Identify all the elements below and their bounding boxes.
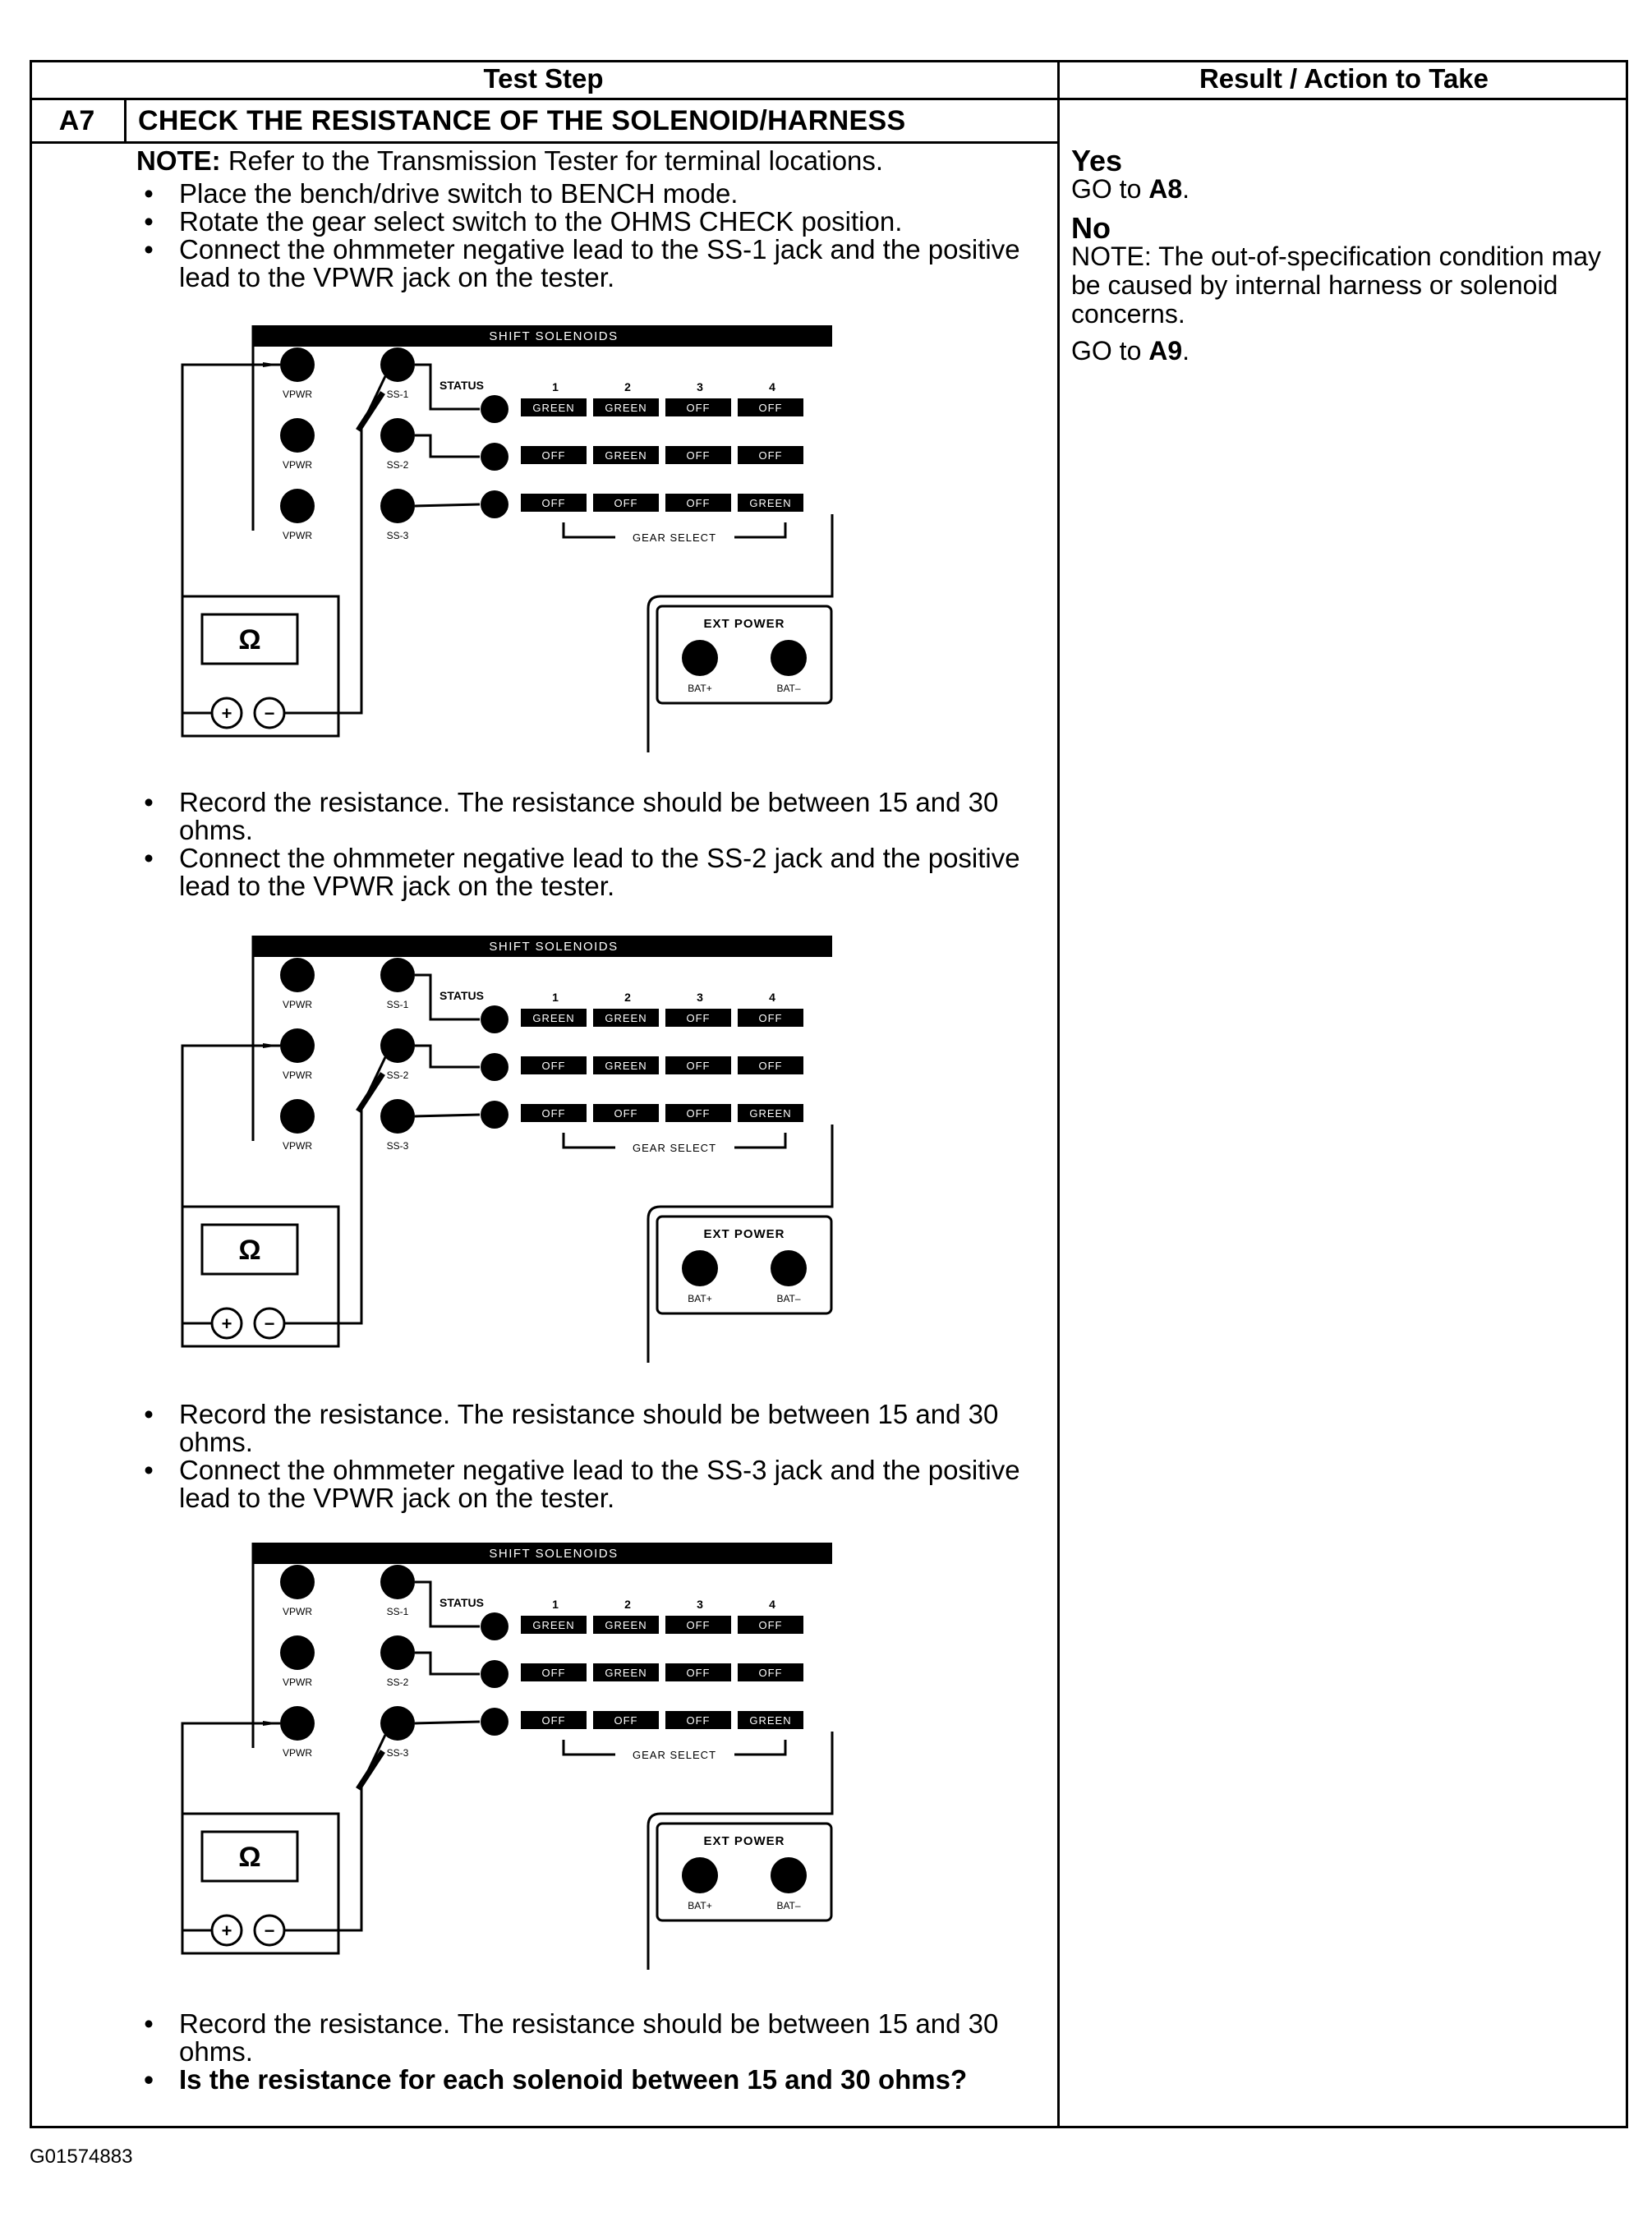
vpwr-label: VPWR — [283, 389, 312, 400]
status-led — [481, 395, 508, 423]
status-value: GREEN — [532, 1012, 575, 1024]
ss-label: SS-1 — [386, 389, 409, 400]
panel-title: SHIFT SOLENOIDS — [489, 329, 619, 343]
status-connector — [415, 1653, 480, 1674]
bat-plus-jack — [682, 1857, 718, 1893]
bat-minus-label: BAT– — [776, 1293, 801, 1304]
bullet-list-3 — [136, 1401, 1040, 1512]
status-led — [481, 443, 508, 471]
vpwr-label: VPWR — [283, 1677, 312, 1688]
list-item: • Place the bench/drive switch to BENCH mode. — [144, 178, 739, 209]
gear-number: 1 — [552, 991, 559, 1004]
status-label: STATUS — [439, 1596, 484, 1609]
status-value: OFF — [686, 449, 711, 462]
plus-icon: + — [221, 703, 232, 724]
status-led — [481, 1612, 508, 1640]
header-result-action: Result / Action to Take — [1199, 63, 1489, 94]
status-value: OFF — [686, 1060, 711, 1072]
yes-action: GO to A8. — [1071, 174, 1190, 204]
list-item: • Record the resistance. The resistance should be between 15 and 30 ohms. — [144, 1399, 999, 1457]
tester-diagram-ss3 — [168, 1543, 841, 1970]
status-value: OFF — [541, 497, 566, 509]
bat-minus-label: BAT– — [776, 1900, 801, 1911]
status-value: GREEN — [749, 1107, 792, 1120]
vpwr-label: VPWR — [283, 530, 312, 541]
lead-probe — [263, 1043, 279, 1048]
status-value: OFF — [614, 1714, 638, 1727]
vpwr-label: VPWR — [283, 1747, 312, 1759]
tester-diagram-svg — [168, 936, 841, 1363]
list-item: • Record the resistance. The resistance should be between 15 and 30 ohms. — [144, 787, 999, 845]
status-value: OFF — [614, 1107, 638, 1120]
vpwr-label: VPWR — [283, 1140, 312, 1152]
bat-minus-jack — [771, 1250, 807, 1286]
gear-number: 3 — [697, 991, 703, 1004]
minus-icon: − — [264, 703, 275, 724]
vpwr-jack — [280, 1565, 315, 1599]
status-value: OFF — [758, 1667, 783, 1679]
lead-probe — [263, 1721, 279, 1726]
ss-jack — [380, 1099, 415, 1134]
gear-select-label: GEAR SELECT — [632, 1142, 717, 1154]
status-value: GREEN — [605, 1619, 647, 1631]
ohm-icon: Ω — [238, 1842, 261, 1873]
minus-icon: − — [264, 1920, 275, 1941]
status-value: OFF — [758, 449, 783, 462]
panel-title: SHIFT SOLENOIDS — [489, 940, 619, 954]
tester-diagram-svg — [168, 325, 841, 752]
status-value: GREEN — [605, 1012, 647, 1024]
gear-select-label: GEAR SELECT — [632, 1749, 717, 1761]
status-value: OFF — [758, 1060, 783, 1072]
bat-minus-label: BAT– — [776, 683, 801, 694]
minus-icon: − — [264, 1313, 275, 1334]
list-item: • Connect the ohmmeter negative lead to the SS-3 jack and the positive lead to the VPWR jack on the tester. — [144, 1455, 1020, 1513]
list-item: • Connect the ohmmeter negative lead to the SS-1 jack and the positive lead to the VPWR jack on the tester. — [144, 234, 1020, 292]
vpwr-jack — [280, 1099, 315, 1134]
status-led — [481, 1101, 508, 1129]
gear-select-bracket — [564, 1740, 615, 1755]
vpwr-label: VPWR — [283, 459, 312, 471]
result-column — [1071, 146, 1605, 366]
ss-label: SS-3 — [386, 530, 409, 541]
bat-plus-label: BAT+ — [688, 1293, 712, 1304]
vpwr-jack — [280, 347, 315, 382]
step-id: A7 — [58, 104, 95, 136]
status-value: GREEN — [749, 1714, 792, 1727]
ext-power-label: EXT POWER — [703, 617, 785, 631]
status-led — [481, 1708, 508, 1736]
bat-minus-jack — [771, 640, 807, 676]
note-text: Refer to the Transmission Tester for terminal locations. — [228, 145, 884, 176]
panel-title: SHIFT SOLENOIDS — [489, 1547, 619, 1561]
gear-number: 1 — [552, 380, 559, 393]
tester-diagram-svg — [168, 1543, 841, 1970]
status-value: OFF — [686, 1667, 711, 1679]
status-value: OFF — [541, 1667, 566, 1679]
bullet-list-2 — [136, 789, 1040, 900]
bullet-list-1 — [136, 180, 1040, 292]
gear-number: 3 — [697, 1598, 703, 1611]
gear-select-bracket — [734, 522, 785, 537]
plus-icon: + — [221, 1313, 232, 1334]
list-item: • Connect the ohmmeter negative lead to the SS-2 jack and the positive lead to the VPWR jack on the tester. — [144, 843, 1020, 901]
status-value: OFF — [686, 1107, 711, 1120]
gear-number: 4 — [769, 991, 775, 1004]
vpwr-jack — [280, 1706, 315, 1741]
status-value: OFF — [758, 402, 783, 414]
note — [136, 146, 883, 176]
vpwr-jack — [280, 489, 315, 523]
status-connector — [415, 435, 480, 457]
no-target-link[interactable]: A9 — [1148, 336, 1183, 366]
gear-number: 2 — [624, 991, 631, 1004]
ss-label: SS-1 — [386, 999, 409, 1010]
ss-jack — [380, 489, 415, 523]
plus-icon: + — [221, 1920, 232, 1941]
step-id-divider — [124, 98, 127, 144]
lead-probe — [263, 362, 279, 367]
ext-power-label: EXT POWER — [703, 1227, 785, 1241]
status-value: OFF — [614, 497, 638, 509]
vpwr-label: VPWR — [283, 999, 312, 1010]
status-value: OFF — [686, 497, 711, 509]
status-led — [481, 1005, 508, 1033]
status-value: OFF — [686, 1714, 711, 1727]
status-value: GREEN — [749, 497, 792, 509]
lead-probe — [358, 1751, 383, 1789]
ss-label: SS-3 — [386, 1747, 409, 1759]
status-value: OFF — [541, 449, 566, 462]
no-action: GO to A9. — [1071, 336, 1190, 366]
yes-target-link[interactable]: A8 — [1148, 174, 1183, 204]
status-led — [481, 1660, 508, 1688]
vpwr-jack — [280, 418, 315, 453]
gear-number: 1 — [552, 1598, 559, 1611]
status-label: STATUS — [439, 989, 484, 1002]
note-label: NOTE: — [136, 145, 221, 176]
status-connector — [415, 1115, 480, 1116]
status-led — [481, 490, 508, 518]
status-value: OFF — [541, 1107, 566, 1120]
vpwr-jack — [280, 1635, 315, 1670]
step-title-divider — [30, 141, 1060, 144]
status-label: STATUS — [439, 379, 484, 392]
tester-diagram-ss2 — [168, 936, 841, 1363]
vpwr-label: VPWR — [283, 1069, 312, 1081]
vpwr-label: VPWR — [283, 1606, 312, 1617]
status-value: GREEN — [605, 449, 647, 462]
ss-jack — [380, 1565, 415, 1599]
gear-number: 2 — [624, 1598, 631, 1611]
status-value: GREEN — [532, 1619, 575, 1631]
status-value: OFF — [686, 402, 711, 414]
status-connector — [415, 504, 480, 506]
gear-number: 3 — [697, 380, 703, 393]
ohm-icon: Ω — [238, 1235, 261, 1266]
status-value: GREEN — [605, 1060, 647, 1072]
vpwr-jack — [280, 958, 315, 992]
gear-select-bracket — [734, 1740, 785, 1755]
gear-number: 4 — [769, 380, 775, 393]
status-value: OFF — [541, 1060, 566, 1072]
status-connector — [415, 1046, 480, 1067]
status-value: OFF — [541, 1714, 566, 1727]
status-value: OFF — [758, 1619, 783, 1631]
ss-jack — [380, 958, 415, 992]
header-test-step: Test Step — [483, 63, 604, 94]
step-title: CHECK THE RESISTANCE OF THE SOLENOID/HARNESS — [138, 104, 906, 136]
bat-plus-jack — [682, 640, 718, 676]
status-value: GREEN — [605, 1667, 647, 1679]
status-value: GREEN — [605, 402, 647, 414]
column-divider — [1057, 60, 1060, 2128]
status-led — [481, 1053, 508, 1081]
yes-label: Yes — [1071, 144, 1123, 177]
ss-label: SS-1 — [386, 1606, 409, 1617]
gear-number: 4 — [769, 1598, 775, 1611]
no-note: NOTE: The out-of-specification condition may be caused by internal harness or solenoid concerns. — [1071, 241, 1602, 329]
gear-number: 2 — [624, 380, 631, 393]
list-item: • Record the resistance. The resistance should be between 15 and 30 ohms. — [144, 2008, 999, 2067]
question-item: • Is the resistance for each solenoid between 15 and 30 ohms? — [144, 2064, 968, 2095]
bat-minus-jack — [771, 1857, 807, 1893]
ss-jack — [380, 418, 415, 453]
status-value: OFF — [686, 1619, 711, 1631]
status-connector — [415, 1722, 480, 1723]
figure-id: G01574883 — [30, 2146, 133, 2168]
lead-probe — [358, 393, 383, 430]
bullet-list-4 — [136, 2010, 1040, 2094]
no-label: No — [1071, 211, 1111, 245]
lead-probe — [358, 1074, 383, 1111]
ss-label: SS-2 — [386, 1677, 409, 1688]
ss-jack — [380, 1635, 415, 1670]
gear-select-bracket — [564, 522, 615, 537]
ss-label: SS-2 — [386, 1069, 409, 1081]
ext-power-label: EXT POWER — [703, 1834, 785, 1848]
vpwr-jack — [280, 1028, 315, 1063]
list-item: • Rotate the gear select switch to the OHMS CHECK position. — [144, 206, 903, 237]
gear-select-bracket — [734, 1133, 785, 1148]
status-value: OFF — [758, 1012, 783, 1024]
ohm-icon: Ω — [238, 624, 261, 655]
gear-select-bracket — [564, 1133, 615, 1148]
ss-label: SS-2 — [386, 459, 409, 471]
bat-plus-label: BAT+ — [688, 683, 712, 694]
bat-plus-jack — [682, 1250, 718, 1286]
status-value: OFF — [686, 1012, 711, 1024]
tester-diagram-ss1 — [168, 325, 841, 752]
gear-select-label: GEAR SELECT — [632, 531, 717, 544]
bat-plus-label: BAT+ — [688, 1900, 712, 1911]
status-value: GREEN — [532, 402, 575, 414]
ss-label: SS-3 — [386, 1140, 409, 1152]
